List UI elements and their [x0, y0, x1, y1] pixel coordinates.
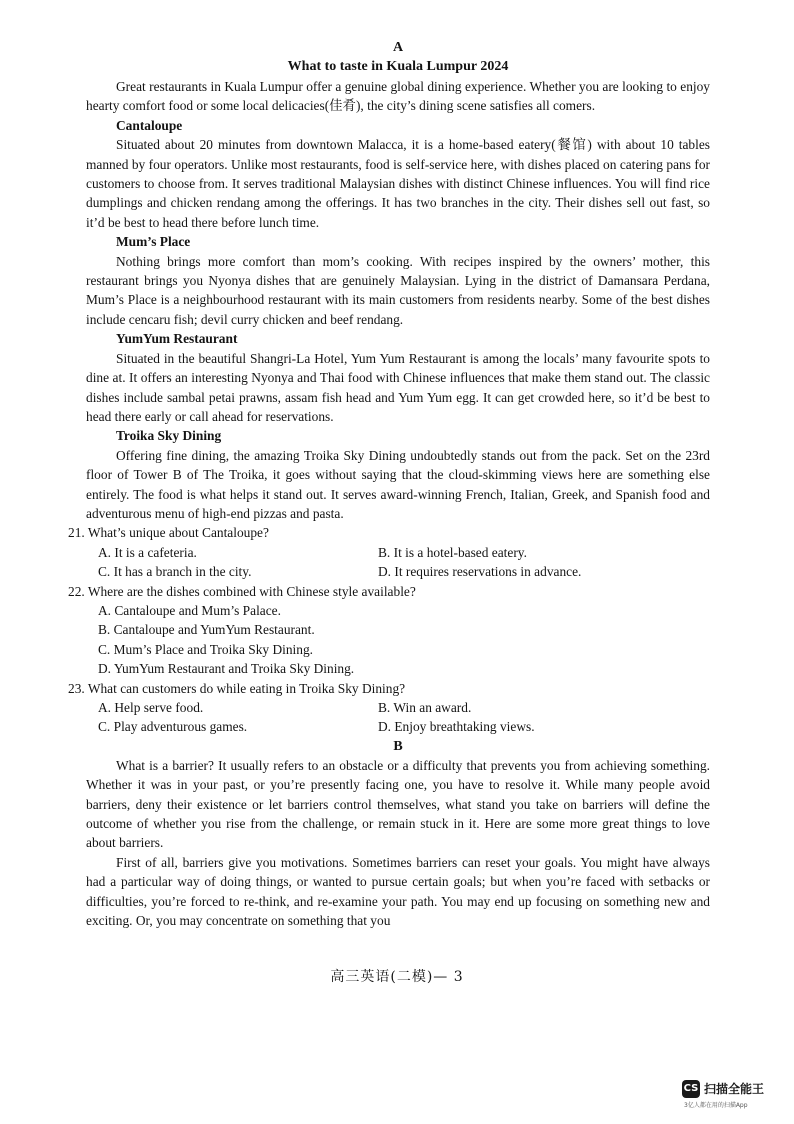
option-d: D. It requires reservations in advance.	[378, 564, 582, 580]
page-footer: 高三英语(二模)— 3	[330, 969, 464, 985]
exam-page	[68, 38, 710, 930]
option-d: D. Enjoy breathtaking views.	[378, 719, 535, 735]
option-a: A. Help serve food.	[98, 700, 204, 715]
option-c: C. Play adventurous games.	[98, 719, 248, 735]
body-paragraph: What is a barrier? It usually refers to an obstacle or a difficulty that prevents you from achieving something. Whether it was in your past, or you’re presently facing one, you have to resolve it. While many people avoid barriers, deny their existence or let barriers control themselves, what stand you take on barriers will define the outcome of whether you rise from the challenge, or remain stuck in it. Here are some more great things to love about barriers.	[86, 757, 710, 851]
section-a-letter: A	[392, 40, 404, 55]
option-c: C. It has a branch in the city.	[98, 564, 252, 580]
option-b: B. Cantaloupe and YumYum Restaurant.	[98, 622, 315, 638]
option-a: A. It is a cafeteria.	[98, 544, 197, 560]
question-stem: 21. What’s unique about Cantaloupe?	[68, 525, 269, 541]
option-b: B. It is a hotel-based eatery.	[378, 544, 527, 560]
question-options	[86, 601, 710, 679]
intro-paragraph: Great restaurants in Kuala Lumpur offer a genuine global dining experience. Whether you are looking to enjoy hearty comfort food or some local delicacies(佳肴), the city’s dining scene satisfies all comers.	[86, 79, 710, 114]
restaurant-description: Situated in the beautiful Shangri-La Hotel, Yum Yum Restaurant is among the locals’ many favourite spots to dine at. It offers an interesting Nyonya and Thai food with Chinese influences that make them stand out. The classic dishes include sambal petai prawns, assam fish head and Yum Yum egg. It can get crowded here, so it’d be best to head there early or call ahead for reservations.	[86, 350, 710, 424]
body-paragraph: First of all, barriers give you motivations. Sometimes barriers can reset your goals. You might have always had a particular way of doing things, or wanted to pursue certain goals; but when you’re faced with setbacks or difficulties, you’re forced to re-think, and re-examine your path. You may end up focusing on something new and exciting. Or, you may concentrate on something that you	[86, 854, 710, 929]
question-options	[86, 698, 710, 737]
scanner-watermark	[682, 1080, 792, 1120]
restaurant-name: Cantaloupe	[116, 117, 183, 133]
passage-title: What to taste in Kuala Lumpur 2024	[287, 59, 509, 74]
scanner-logo-icon: CS	[682, 1080, 700, 1098]
restaurant-name: Troika Sky Dining	[116, 428, 222, 444]
option-b: B. Win an award.	[378, 700, 472, 715]
restaurant-description: Offering fine dining, the amazing Troika Sky Dining undoubtedly stands out from the pack. Set on the 23rd floor of Tower B of The Troika, it goes without saying that the cloud-skimming views here are something else entirely. The food is what helps it stand out. It serves award-winning French, Italian, Greek, and Spanish food and adventurous menu of high-end pizzas and pasta.	[86, 447, 710, 521]
restaurant-description: Nothing brings more comfort than mom’s cooking. With recipes inspired by the owners’ mother, this restaurant brings you Nyonya dishes that are genuinely Malaysian. Lying in the district of Damansara Perdana, Mum’s Place is a neighbourhood restaurant with its main customers from residents nearby. Some of the best dishes include cencaru fish; devil curry chicken and beef rendang.	[86, 253, 710, 327]
option-a: A. Cantaloupe and Mum’s Palace.	[98, 602, 281, 618]
question-options	[86, 543, 710, 582]
question-stem: 22. Where are the dishes combined with Chinese style available?	[68, 583, 416, 599]
section-b-letter: B	[393, 738, 403, 754]
scanner-tagline: 3亿人都在用的扫描App	[684, 1102, 748, 1109]
option-c: C. Mum’s Place and Troika Sky Dining.	[98, 641, 314, 657]
scanner-app-name: 扫描全能王	[704, 1082, 765, 1096]
restaurant-name: YumYum Restaurant	[116, 331, 238, 347]
restaurant-description: Situated about 20 minutes from downtown Malacca, it is a home-based eatery(餐馆) with about 10 tables manned by four operators. Unlike most restaurants, food is self-service here, with dishes placed on catering pans for customers to choose from. It serves traditional Malaysian dishes with distinct Chinese influences. You will find rice dumplings and chicken rendang among the offerings. It has two branches in the city. Their dishes sell out fast, so it’d be best to head there before lunch time.	[86, 137, 710, 230]
option-d: D. YumYum Restaurant and Troika Sky Dining.	[98, 661, 355, 677]
question-stem: 23. What can customers do while eating in Troika Sky Dining?	[68, 680, 406, 696]
restaurant-name: Mum’s Place	[116, 234, 191, 250]
